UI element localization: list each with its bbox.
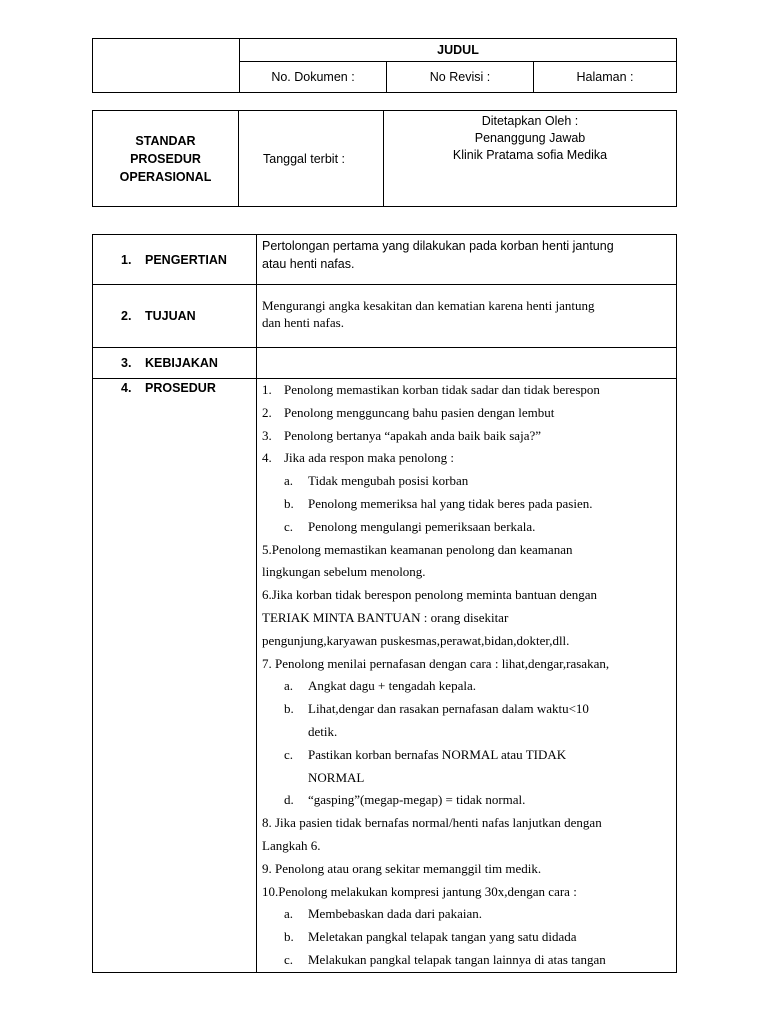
substep-item — [262, 516, 671, 539]
sop-title — [93, 111, 239, 207]
section-number: 1. — [121, 252, 132, 267]
ditetapkan-line: Klinik Pratama sofia Medika — [452, 148, 608, 162]
step-text-line: 6.Jika korban tidak berespon penolong meminta bantuan dengan — [262, 587, 598, 603]
section-number: 3. — [121, 356, 132, 370]
substep-item — [262, 493, 671, 516]
pengertian-content — [257, 235, 677, 285]
prosedur-content — [257, 379, 677, 973]
substep-text: “gasping”(megap-megap) = tidak normal. — [308, 792, 526, 808]
sop-title-line: OPERASIONAL — [119, 169, 212, 184]
step-text-line: lingkungan sebelum menolong. — [262, 564, 426, 580]
sop-title-line: PROSEDUR — [130, 151, 201, 166]
substep-marker: c. — [284, 746, 294, 762]
substep-item — [262, 698, 671, 721]
section-label-prosedur — [93, 379, 257, 973]
text-line: Mengurangi angka kesakitan dan kematian karena henti jantung — [262, 298, 595, 313]
substep-text: Pastikan korban bernafas NORMAL atau TIDAK — [308, 746, 567, 762]
halaman-cell: Halaman : — [534, 62, 677, 93]
substep-continuation: detik. — [308, 723, 338, 739]
ditetapkan-line: Ditetapkan Oleh : — [481, 114, 579, 128]
step-text-line: 7. Penolong menilai pernafasan dengan cara : lihat,dengar,rasakan, — [262, 655, 610, 671]
substep-marker: c. — [284, 951, 294, 967]
step-item — [262, 402, 671, 425]
text-line: atau henti nafas. — [262, 257, 355, 271]
step-text-line: 10.Penolong melakukan kompresi jantung 30x,dengan cara : — [262, 883, 577, 899]
step-item — [262, 425, 671, 448]
substep-item — [262, 789, 671, 812]
step-text: Penolong memastikan korban tidak sadar dan tidak berespon — [284, 382, 600, 397]
step-text-line: 8. Jika pasien tidak bernafas normal/henti nafas lanjutkan dengan — [262, 815, 602, 831]
substep-text: Melakukan pangkal telapak tangan lainnya di atas tangan — [308, 951, 606, 967]
step-text-line: 5.Penolong memastikan keamanan penolong dan keamanan — [262, 541, 573, 557]
no-revisi-cell: No Revisi : — [387, 62, 534, 93]
substep-marker: b. — [284, 929, 294, 945]
logo-cell — [93, 39, 240, 93]
step-text-line: pengunjung,karyawan puskesmas,perawat,bidan,dokter,dll. — [262, 632, 570, 648]
step-marker: 3. — [262, 427, 272, 443]
step-text: Jika ada respon maka penolong : — [284, 450, 455, 466]
section-number: 2. — [121, 309, 132, 323]
step-text: Penolong mengguncang bahu pasien dengan lembut — [284, 404, 555, 420]
section-label-kebijakan — [93, 348, 257, 379]
substep-text: Tidak mengubah posisi korban — [308, 473, 469, 489]
section-title: TUJUAN — [145, 309, 196, 323]
step-text: Penolong bertanya “apakah anda baik baik saja?” — [284, 427, 541, 443]
section-title: PENGERTIAN — [145, 252, 227, 267]
text-line: Pertolongan pertama yang dilakukan pada korban henti jantung — [262, 239, 614, 253]
substep-item — [262, 675, 671, 698]
substep-text: Penolong memeriksa hal yang tidak beres pada pasien. — [308, 495, 593, 511]
step-marker: 2. — [262, 404, 272, 420]
section-label-tujuan — [93, 285, 257, 348]
section-title: PROSEDUR — [145, 381, 216, 395]
step-item — [262, 447, 671, 470]
ditetapkan-cell — [384, 111, 677, 207]
substep-text: Penolong mengulangi pemeriksaan berkala. — [308, 518, 536, 534]
step-text-line: 9. Penolong atau orang sekitar memanggil tim medik. — [262, 860, 542, 876]
document-header-table — [92, 38, 677, 93]
substep-marker: d. — [284, 792, 294, 808]
sop-content-table — [92, 234, 677, 973]
section-label-pengertian — [93, 235, 257, 285]
sop-title-line: STANDAR — [135, 133, 196, 148]
substep-item — [262, 470, 671, 493]
no-dokumen-cell: No. Dokumen : — [240, 62, 387, 93]
tujuan-content — [257, 285, 677, 348]
substep-text: Angkat dagu + tengadah kepala. — [308, 678, 476, 694]
substep-text: Lihat,dengar dan rasakan pernafasan dalam waktu<10 — [308, 701, 589, 717]
substep-marker: a. — [284, 906, 294, 922]
substep-marker: b. — [284, 701, 294, 717]
substep-marker: b. — [284, 495, 294, 511]
ditetapkan-line: Penanggung Jawab — [474, 131, 586, 145]
substep-item — [262, 744, 671, 767]
substep-marker: a. — [284, 678, 294, 694]
substep-marker: c. — [284, 518, 294, 534]
text-line: dan henti nafas. — [262, 315, 344, 330]
sop-info-table — [92, 110, 677, 207]
section-number: 4. — [121, 381, 132, 395]
section-title: KEBIJAKAN — [145, 356, 218, 370]
step-text-line: TERIAK MINTA BANTUAN : orang disekitar — [262, 609, 509, 625]
substep-item — [262, 949, 671, 972]
substep-item — [262, 903, 671, 926]
substep-text: Membebaskan dada dari pakaian. — [308, 906, 482, 922]
substep-marker: a. — [284, 473, 294, 489]
step-marker: 1. — [262, 382, 272, 397]
substep-text: Meletakan pangkal telapak tangan yang satu didada — [308, 929, 577, 945]
tanggal-terbit-cell: Tanggal terbit : — [239, 111, 384, 207]
step-text-line: Langkah 6. — [262, 837, 321, 853]
step-marker: 4. — [262, 450, 272, 466]
kebijakan-content — [257, 348, 677, 379]
substep-continuation: NORMAL — [308, 769, 365, 785]
judul-cell: JUDUL — [240, 39, 677, 62]
step-item — [262, 379, 671, 402]
substep-item — [262, 926, 671, 949]
